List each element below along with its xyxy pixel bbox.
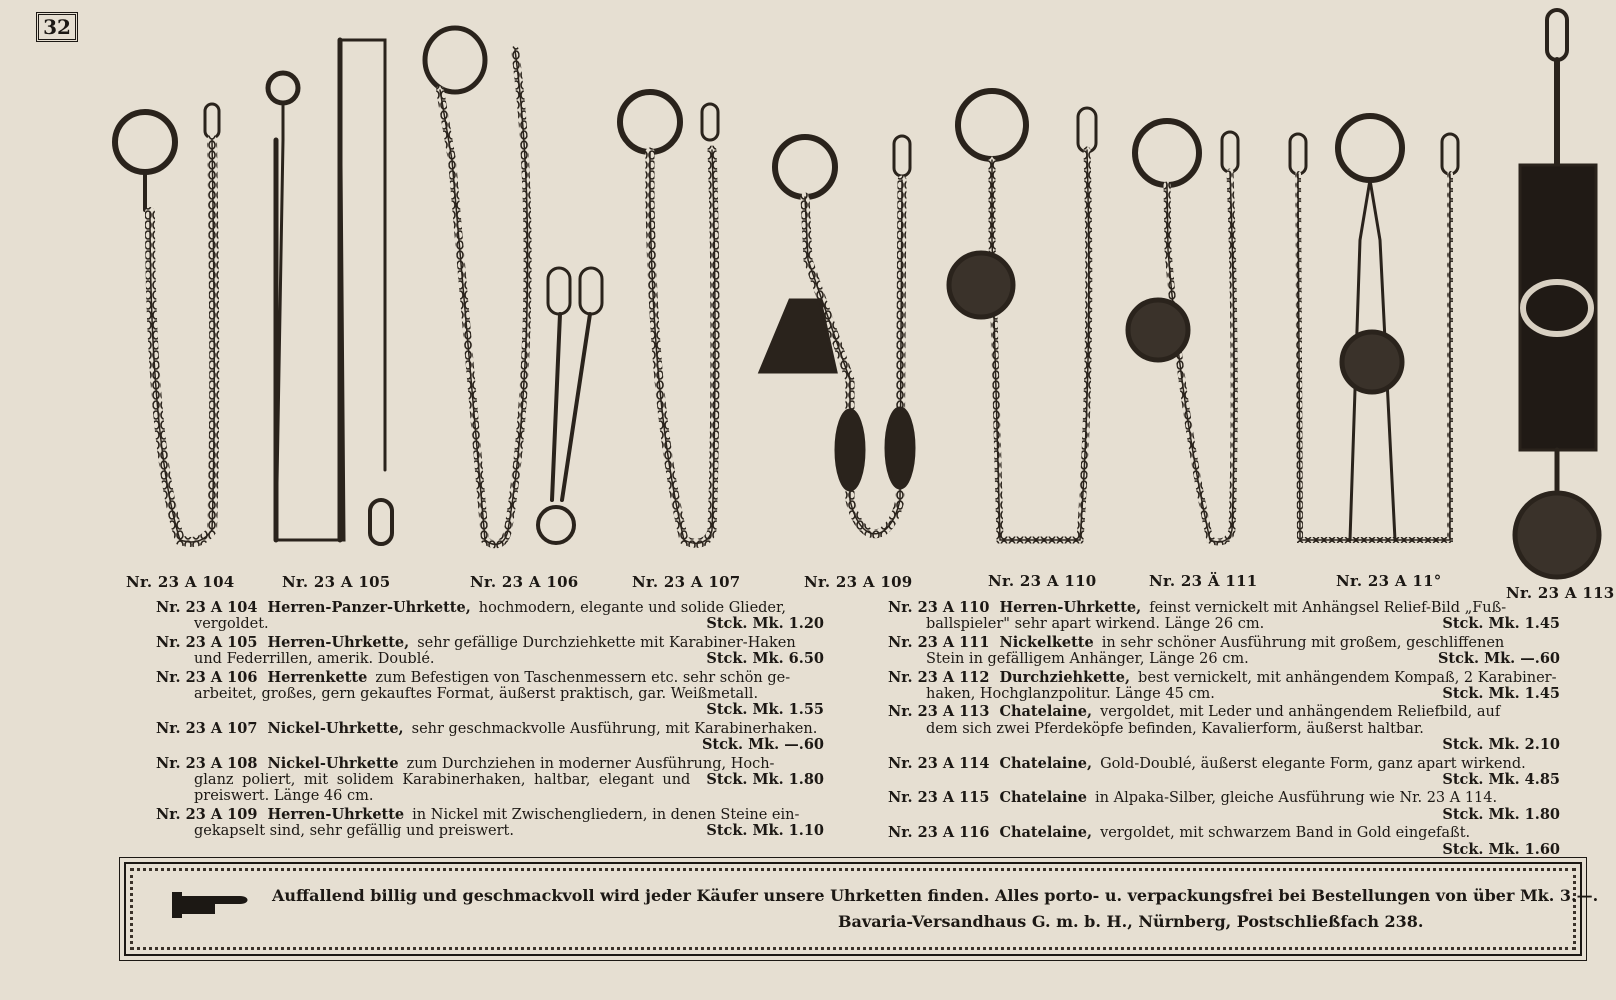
banner-company: Bavaria-Versandhaus G. m. b. H., Nürnberg, Postschließfach 238. xyxy=(838,912,1424,931)
list-item xyxy=(888,825,1560,858)
item-price: Stck. Mk. 1.45 xyxy=(1442,685,1560,703)
item-price: Stck. Mk. 1.45 xyxy=(1442,615,1560,633)
description-column-right xyxy=(888,600,1560,860)
item-code: Nr. 23 A 114 xyxy=(888,754,990,772)
item-code: Nr. 23 A 111 xyxy=(888,633,990,651)
item-name: Herren-Uhrkette, xyxy=(999,599,1142,616)
chain-illustration-107 xyxy=(620,92,718,543)
item-text-continued: haken, Hochglanzpolitur. Länge 45 cm. xyxy=(926,686,1215,703)
item-text-continued: vergoldet. xyxy=(194,616,269,633)
caption-112: Nr. 23 A 11° xyxy=(1336,572,1442,590)
item-text-continued: ballspieler" sehr apart wirkend. Länge 26 cm. xyxy=(926,616,1265,633)
item-code: Nr. 23 A 110 xyxy=(888,599,990,616)
caption-113: Nr. 23 A 113 xyxy=(1506,584,1615,602)
item-price: Stck. Mk. 1.55 xyxy=(706,701,824,719)
caption-110: Nr. 23 A 110 xyxy=(988,572,1097,590)
chain-illustration-113 xyxy=(1515,10,1599,577)
item-name: Herren-Uhrkette xyxy=(267,805,405,823)
item-price: Stck. Mk. 4.85 xyxy=(1442,771,1560,789)
item-code: Nr. 23 A 113 xyxy=(888,703,990,721)
list-item xyxy=(888,756,1560,789)
chain-illustration-104 xyxy=(115,104,219,542)
item-text: feinst vernickelt mit Anhängsel Relief-Bild „Fuß- xyxy=(1149,600,1507,616)
list-item xyxy=(888,704,1560,753)
item-code: Nr. 23 A 106 xyxy=(156,668,258,686)
item-code: Nr. 23 A 104 xyxy=(156,599,258,616)
chain-illustration-106 xyxy=(425,28,602,544)
item-code: Nr. 23 A 115 xyxy=(888,789,990,807)
item-text: sehr geschmackvolle Ausführung, mit Karabinerhaken. xyxy=(411,720,818,737)
item-text-continued: gekapselt sind, sehr gefällig und preiswert. xyxy=(194,823,514,840)
item-text: in Alpaka-Silber, gleiche Ausführung wie Nr. 23 A 114. xyxy=(1095,790,1498,807)
item-text: vergoldet, mit schwarzem Band in Gold eingefaßt. xyxy=(1100,825,1471,842)
item-price: Stck. Mk. 1.80 xyxy=(1442,805,1560,823)
caption-106: Nr. 23 A 106 xyxy=(470,573,579,591)
banner-slogan: Auffallend billig und geschmackvoll wird jeder Käufer unsere Uhrketten finden. Alles porto- u. verpackungsfrei bei Bestellungen von über Mk. 3.—. xyxy=(272,886,1599,905)
chain-illustration-105 xyxy=(268,40,392,544)
caption-107: Nr. 23 A 107 xyxy=(632,573,741,591)
chain-illustration-111 xyxy=(1128,121,1238,542)
chain-illustration-110 xyxy=(949,91,1096,540)
item-name: Nickel-Uhrkette xyxy=(267,754,399,772)
item-name: Durchziehkette, xyxy=(999,668,1131,686)
item-text: zum Befestigen von Taschenmessern etc. sehr schön ge- xyxy=(375,669,791,686)
item-name: Chatelaine, xyxy=(999,754,1093,772)
item-name: Herren-Uhrkette, xyxy=(267,633,410,651)
item-code: Nr. 23 A 112 xyxy=(888,668,990,686)
item-text: sehr gefällige Durchziehkette mit Karabiner-Haken xyxy=(417,634,796,651)
item-text: in Nickel mit Zwischengliedern, in denen Steine ein- xyxy=(412,806,800,823)
list-item xyxy=(156,635,824,668)
item-price: Stck. Mk. 2.10 xyxy=(1442,736,1560,754)
decorative-border xyxy=(130,868,1576,950)
item-price: Stck. Mk. 6.50 xyxy=(706,650,824,668)
item-name: Nickelkette xyxy=(999,633,1094,651)
item-code: Nr. 23 A 116 xyxy=(888,824,990,842)
list-item xyxy=(156,756,824,805)
list-item xyxy=(156,670,824,719)
list-item xyxy=(888,635,1560,668)
item-price: Stck. Mk. 1.80 xyxy=(706,771,824,789)
item-text-continued: Stein in gefälligem Anhänger, Länge 26 cm. xyxy=(926,651,1249,668)
item-code: Nr. 23 A 105 xyxy=(156,633,258,651)
caption-105: Nr. 23 A 105 xyxy=(282,573,391,591)
item-price: Stck. Mk. —.60 xyxy=(701,736,824,754)
item-text: vergoldet, mit Leder und anhängendem Reliefbild, auf xyxy=(1100,704,1501,721)
list-item xyxy=(888,790,1560,823)
item-price: Stck. Mk. 1.20 xyxy=(706,615,824,633)
item-text: best vernickelt, mit anhängendem Kompaß, 2 Karabiner- xyxy=(1138,669,1557,686)
item-text: hochmodern, elegante und solide Glieder, xyxy=(478,600,786,616)
chain-illustration-109 xyxy=(760,136,914,534)
list-item xyxy=(156,600,824,633)
item-name: Nickel-Uhrkette, xyxy=(267,719,404,737)
item-text: Gold-Doublé, äußerst elegante Form, ganz apart wirkend. xyxy=(1100,755,1526,772)
list-item xyxy=(156,807,824,840)
item-code: Nr. 23 A 109 xyxy=(156,805,258,823)
item-price: Stck. Mk. 1.10 xyxy=(706,822,824,840)
caption-111: Nr. 23 Ä 111 xyxy=(1149,572,1258,590)
list-item xyxy=(888,600,1560,633)
page-number: 32 xyxy=(36,12,78,42)
chain-illustration-112 xyxy=(1290,116,1458,540)
item-text-continued: glanz poliert, mit solidem Karabinerhaken, haltbar, elegant und preiswert. Länge 46 cm. xyxy=(194,772,691,805)
item-name: Herren-Panzer-Uhrkette, xyxy=(267,599,471,616)
caption-109: Nr. 23 A 109 xyxy=(804,573,913,591)
item-price: Stck. Mk. 1.60 xyxy=(1442,840,1560,858)
description-column-left xyxy=(156,600,824,842)
item-name: Chatelaine, xyxy=(999,703,1093,721)
item-text-continued: dem sich zwei Pferdeköpfe befinden, Kavalierform, äußerst haltbar. xyxy=(926,720,1424,737)
item-text-continued: arbeitet, großes, gern gekauftes Format, äußerst praktisch, gar. Weißmetall. xyxy=(194,686,759,703)
list-item xyxy=(888,670,1560,703)
item-price: Stck. Mk. —.60 xyxy=(1437,650,1560,668)
item-name: Chatelaine xyxy=(999,789,1088,807)
item-code: Nr. 23 A 108 xyxy=(156,754,258,772)
list-item xyxy=(156,721,824,754)
item-text: zum Durchziehen in moderner Ausführung, Hoch- xyxy=(406,755,775,772)
item-name: Chatelaine, xyxy=(999,824,1093,842)
caption-104: Nr. 23 A 104 xyxy=(126,573,235,591)
item-text: in sehr schöner Ausführung mit großem, geschliffenen xyxy=(1101,634,1505,651)
item-name: Herrenkette xyxy=(267,668,368,686)
advertisement-banner xyxy=(124,862,1599,956)
item-text-continued: und Federrillen, amerik. Doublé. xyxy=(194,651,435,668)
item-code: Nr. 23 A 107 xyxy=(156,719,258,737)
